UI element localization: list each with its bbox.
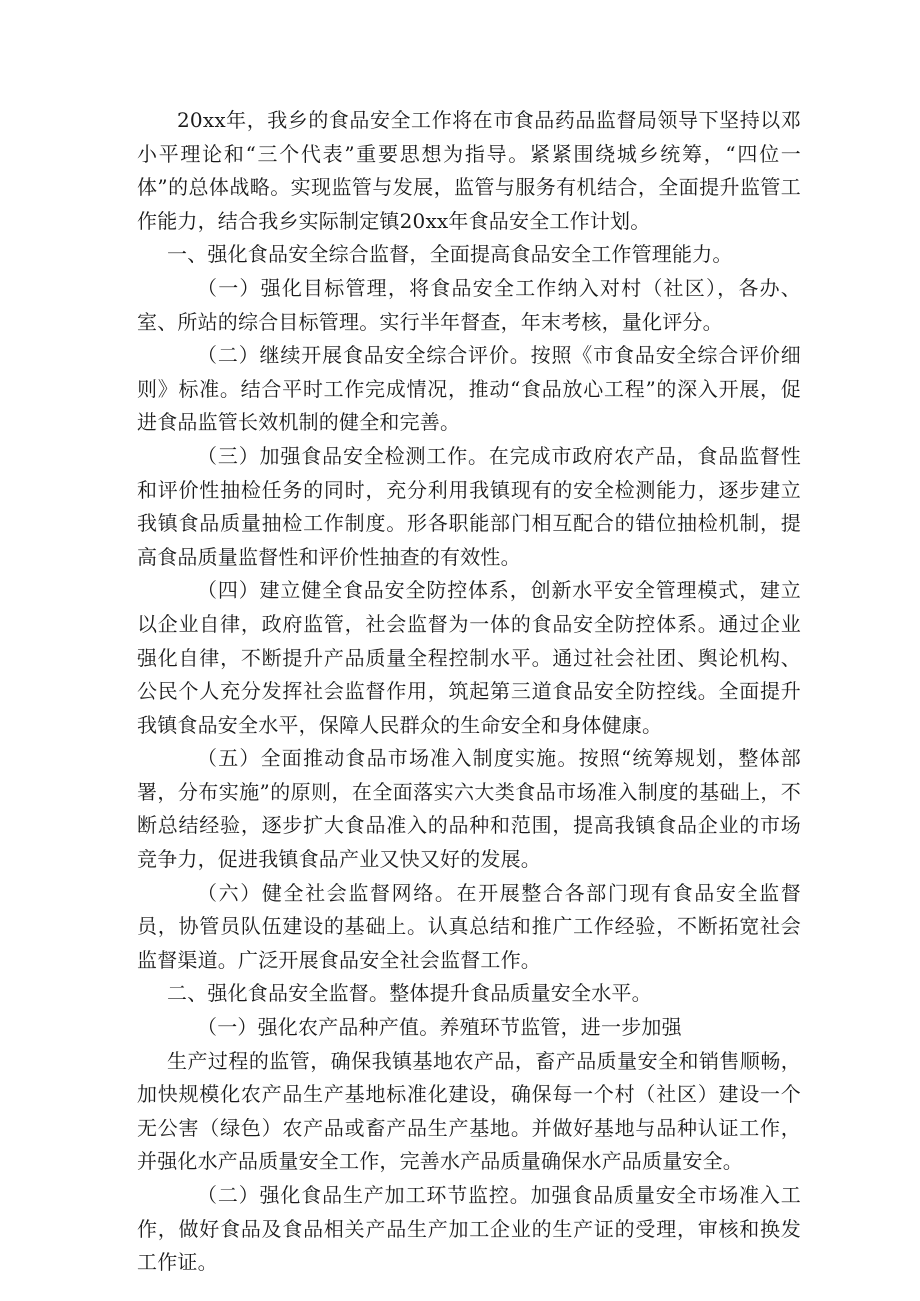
section-2-item-1: （一）强化农产品种产值。养殖环节监管，进一步加强 bbox=[197, 1015, 682, 1040]
document-body bbox=[137, 104, 801, 1280]
section-heading-2: 二、强化食品安全监督。整体提升食品质量安全水平。 bbox=[167, 981, 652, 1006]
section-1-item-1: （一）强化目标管理，将食品安全工作纳入对村（社区），各办、室、所站的综合目标管理。实行半年督查，年末考核，量化评分。 bbox=[137, 275, 801, 334]
section-2-item-2: （二）强化食品生产加工环节监控。加强食品质量安全市场准入工作，做好食品及食品相关产品生产加工企业的生产证的受理，审核和换发工作证。 bbox=[137, 1183, 801, 1275]
section-1-item-3: （三）加强食品安全检测工作。在完成市政府农产品，食品监督性和评价性抽检任务的同时，充分利用我镇现有的安全检测能力，逐步建立我镇食品质量抽检工作制度。形各职能部门相互配合的错位抽检机制，提高食品质量监督性和评价性抽查的有效性。 bbox=[137, 443, 801, 569]
section-1-item-6: （六）健全社会监督网络。在开展整合各部门现有食品安全监督员，协管员队伍建设的基础上。认真总结和推广工作经验，不断拓宽社会监督渠道。广泛开展食品安全社会监督工作。 bbox=[137, 880, 801, 972]
section-2-item-1-continuation: 生产过程的监管，确保我镇基地农产品，畜产品质量安全和销售顺畅，加快规模化农产品生产基地标准化建设，确保每一个村（社区）建设一个无公害（绿色）农产品或畜产品生产基地。并做好基地与品种认证工作，并强化水产品质量安全工作，完善水产品质量确保水产品质量安全。 bbox=[137, 1048, 801, 1174]
section-1-item-2: （二）继续开展食品安全综合评价。按照《市食品安全综合评价细则》标准。结合平时工作完成情况，推动“食品放心工程”的深入开展，促进食品监管长效机制的健全和完善。 bbox=[137, 343, 801, 435]
section-1-item-4: （四）建立健全食品安全防控体系，创新水平安全管理模式，建立以企业自律，政府监管，社会监督为一体的食品安全防控体系。通过企业强化自律，不断提升产品质量全程控制水平。通过社会社团、舆论机构、公民个人充分发挥社会监督作用，筑起第三道食品安全防控线。全面提升我镇食品安全水平，保障人民群众的生命安全和身体健康。 bbox=[137, 578, 801, 737]
section-1-item-5: （五）全面推动食品市场准入制度实施。按照“统筹规划，整体部署，分布实施”的原则，在全面落实六大类食品市场准入制度的基础上，不断总结经验，逐步扩大食品准入的品种和范围，提高我镇食品企业的市场竞争力，促进我镇食品产业又快又好的发展。 bbox=[137, 746, 801, 872]
section-heading-1: 一、强化食品安全综合监督，全面提高食品安全工作管理能力。 bbox=[167, 242, 733, 267]
intro-paragraph: 20xx年，我乡的食品安全工作将在市食品药品监督局领导下坚持以邓小平理论和“三个代表”重要思想为指导。紧紧围绕城乡统筹，“四位一体”的总体战略。实现监管与发展，监管与服务有机结合，全面提升监管工作能力，结合我乡实际制定镇20xx年食品安全工作计划。 bbox=[137, 108, 801, 233]
